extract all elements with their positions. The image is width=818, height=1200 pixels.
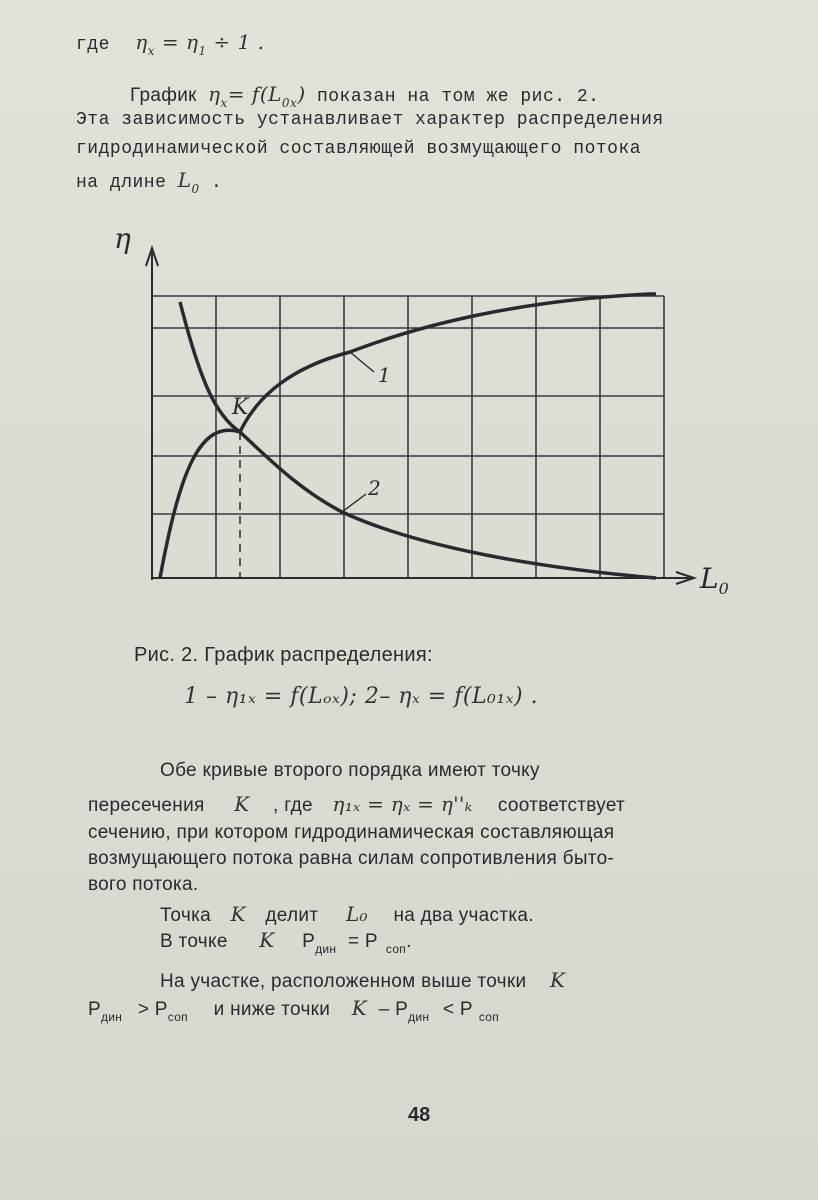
figure-caption-line2: 1 – η₁ₓ = f(Lₒₓ); 2– ηₓ = f(L₀₁ₓ) . <box>184 684 539 709</box>
l0-formula: $L_0$ <box>177 168 200 196</box>
paragraph1-line2: Эта зависимость устанавливает характер распределения <box>76 110 664 130</box>
page-number: 48 <box>408 1104 431 1126</box>
eta-equality-formula: η₁ₓ = ηₓ = η''ₖ <box>332 792 473 816</box>
intersection-label: K <box>232 395 249 420</box>
paragraph2-line5: вого потока. <box>88 874 199 895</box>
paragraph4-line1: На участке, расположенном выше точки K <box>160 968 566 992</box>
paragraph2-line4: возмущающего потока равна силам сопротивления быто- <box>88 848 615 869</box>
paragraph2-line1: Обе кривые второго порядка имеют точку <box>160 760 540 781</box>
curve1-leader <box>350 352 374 372</box>
paragraph4-line2: $P_{дин} > P_{соп}$ и ниже точки $K - P_{дин} < P$ $_{соп}$ <box>88 996 500 1024</box>
paragraph3-line1: Точка K делит L₀ на два участка. <box>160 902 534 926</box>
paragraph1-line4: на длине $L_0$ . <box>76 168 223 196</box>
curve-2-label: 2 <box>368 476 381 500</box>
figure-caption-line1: Рис. 2. График распределения: <box>134 644 433 666</box>
paragraph3-line2: В точке K $P_{дин} = P$ $_{соп}$. <box>160 928 412 956</box>
paragraph2-line2: пересечения K , где η₁ₓ = ηₓ = η''ₖ соответствует <box>88 792 626 816</box>
x-axis-label: $L_0$ <box>700 562 729 598</box>
paragraph2-line3: сечению, при котором гидродинамическая составляющая <box>88 822 615 843</box>
eta-x-formula: $\eta_x= f(L_{0x})$ <box>208 82 306 110</box>
curve2-leader <box>342 494 366 512</box>
y-axis-label: η <box>114 222 131 255</box>
paragraph1-line1: График $\eta_x= f(L_{0x})$ показан на том же рис. 2. <box>130 82 600 110</box>
curve-2 <box>180 302 656 578</box>
paragraph1-line3: гидродинамической составляющей возмущающего потока <box>76 139 642 159</box>
where-word: где <box>76 35 110 55</box>
where-formula: $\eta_x = \eta_1 \div 1$ . <box>135 30 265 58</box>
curve-1-label: 1 <box>378 363 391 387</box>
